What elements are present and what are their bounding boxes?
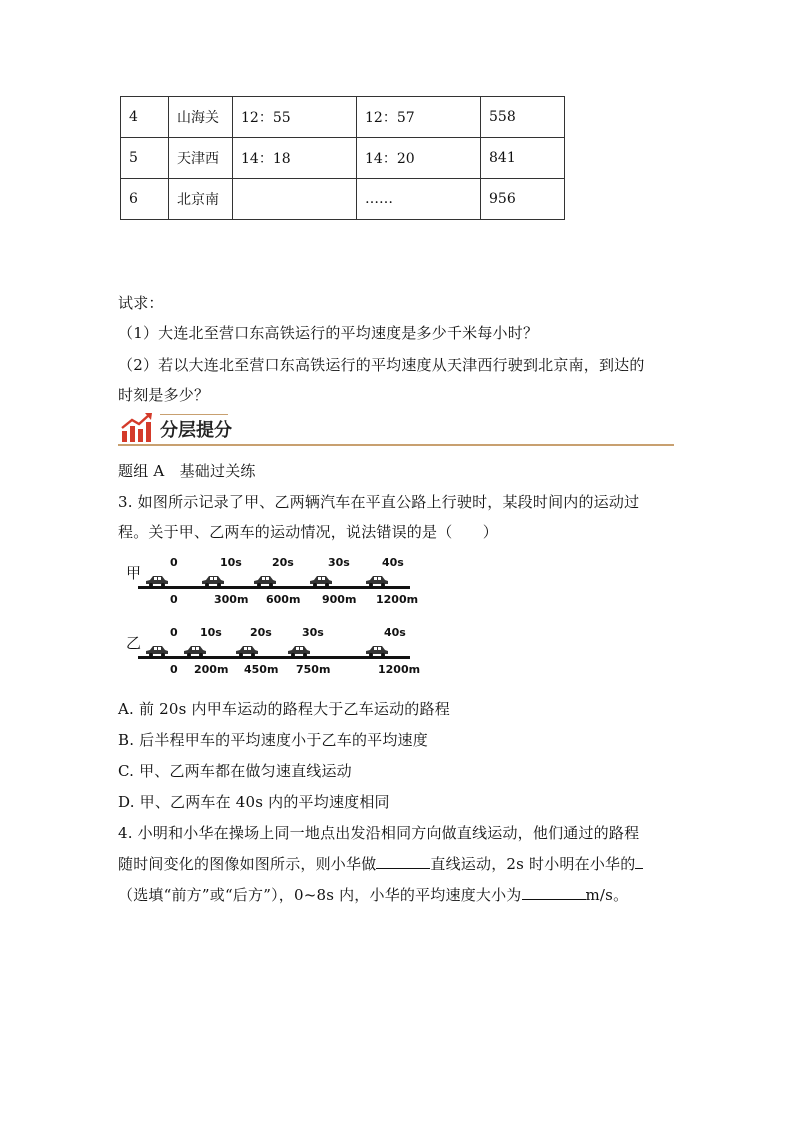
section-divider — [118, 444, 674, 446]
option-a: A. 前 20s 内甲车运动的路程大于乙车运动的路程 — [118, 700, 450, 718]
time-label: 10s — [220, 556, 242, 569]
timetable-cell-arrive: 14：18 — [233, 138, 357, 179]
blank-motion-type[interactable] — [376, 854, 430, 869]
distance-label: 600m — [266, 593, 301, 606]
timetable-row — [121, 179, 565, 220]
time-label: 0 — [170, 556, 178, 569]
car-icon — [364, 643, 390, 655]
question-1: （1）大连北至营口东高铁运行的平均速度是多少千米每小时？ — [118, 324, 539, 342]
distance-label: 0 — [170, 663, 178, 676]
distance-label: 750m — [296, 663, 331, 676]
timetable-cell-station: 北京南 — [169, 179, 233, 220]
time-label: 40s — [382, 556, 404, 569]
jia-label: 甲 — [126, 564, 142, 582]
timetable-cell-km: 956 — [481, 179, 565, 220]
distance-label: 300m — [214, 593, 249, 606]
question-2-line2: 时刻是多少？ — [118, 386, 210, 404]
car-icon — [364, 573, 390, 585]
distance-label: 1200m — [376, 593, 419, 606]
time-label: 10s — [200, 626, 222, 639]
timetable-row — [121, 138, 565, 179]
car-icon — [182, 643, 208, 655]
section-title-overline — [160, 414, 228, 415]
motion-figure — [118, 548, 421, 680]
time-label: 30s — [302, 626, 324, 639]
car-icon — [144, 573, 170, 585]
distance-label: 900m — [322, 593, 357, 606]
timetable-cell-km: 558 — [481, 97, 565, 138]
problem4-line1: 4. 小明和小华在操场上同一地点出发沿相同方向做直线运动，他们通过的路程 — [118, 824, 640, 842]
time-label: 30s — [328, 556, 350, 569]
timetable-cell-arrive — [233, 179, 357, 220]
timetable-cell-km: 841 — [481, 138, 565, 179]
problem4-line2: 随时间变化的图像如图所示，则小华做 直线运动，2s 时小明在小华的 — [118, 853, 643, 874]
time-label: 40s — [384, 626, 406, 639]
distance-label: 1200m — [378, 663, 421, 676]
timetable-cell-depart: 12：57 — [357, 97, 481, 138]
time-label: 0 — [170, 626, 178, 639]
distance-label: 0 — [170, 593, 178, 606]
timetable-cell-station: 天津西 — [169, 138, 233, 179]
timetable-cell-depart: …… — [357, 179, 481, 220]
blank-average-speed[interactable] — [522, 885, 586, 900]
blank-position[interactable] — [635, 854, 643, 869]
group-title: 题组 A 基础过关练 — [118, 462, 256, 480]
timetable — [120, 96, 565, 220]
question-2-line1: （2）若以大连北至营口东高铁运行的平均速度从天津西行驶到北京南，到达的 — [118, 356, 645, 374]
option-d: D. 甲、乙两车在 40s 内的平均速度相同 — [118, 793, 390, 811]
timetable-cell-no: 5 — [121, 138, 169, 179]
timetable-cell-no: 4 — [121, 97, 169, 138]
distance-label: 450m — [244, 663, 279, 676]
car-icon — [252, 573, 278, 585]
car-icon — [286, 643, 312, 655]
car-icon — [144, 643, 170, 655]
timetable-cell-no: 6 — [121, 179, 169, 220]
time-label: 20s — [272, 556, 294, 569]
chart-arrow-icon — [120, 411, 154, 443]
timetable-cell-arrive: 12：55 — [233, 97, 357, 138]
timetable-row — [121, 97, 565, 138]
question-intro: 试求： — [118, 294, 164, 312]
timetable-cell-station: 山海关 — [169, 97, 233, 138]
time-label: 20s — [250, 626, 272, 639]
problem4-line3: （选填“前方”或“后方”），0~8s 内，小华的平均速度大小为 m/s。 — [118, 886, 629, 904]
problem3-line1: 3. 如图所示记录了甲、乙两辆汽车在平直公路上行驶时，某段时间内的运动过 — [118, 493, 640, 511]
car-icon — [234, 643, 260, 655]
timetable-cell-depart: 14：20 — [357, 138, 481, 179]
yi-label: 乙 — [126, 634, 142, 652]
problem3-line2: 程。关于甲、乙两车的运动情况，说法错误的是（ ） — [118, 523, 499, 541]
option-c: C. 甲、乙两车都在做匀速直线运动 — [118, 762, 352, 780]
section-title: 分层提分 — [160, 420, 232, 441]
distance-label: 200m — [194, 663, 229, 676]
car-icon — [200, 573, 226, 585]
option-b: B. 后半程甲车的平均速度小于乙车的平均速度 — [118, 731, 428, 749]
car-icon — [308, 573, 334, 585]
